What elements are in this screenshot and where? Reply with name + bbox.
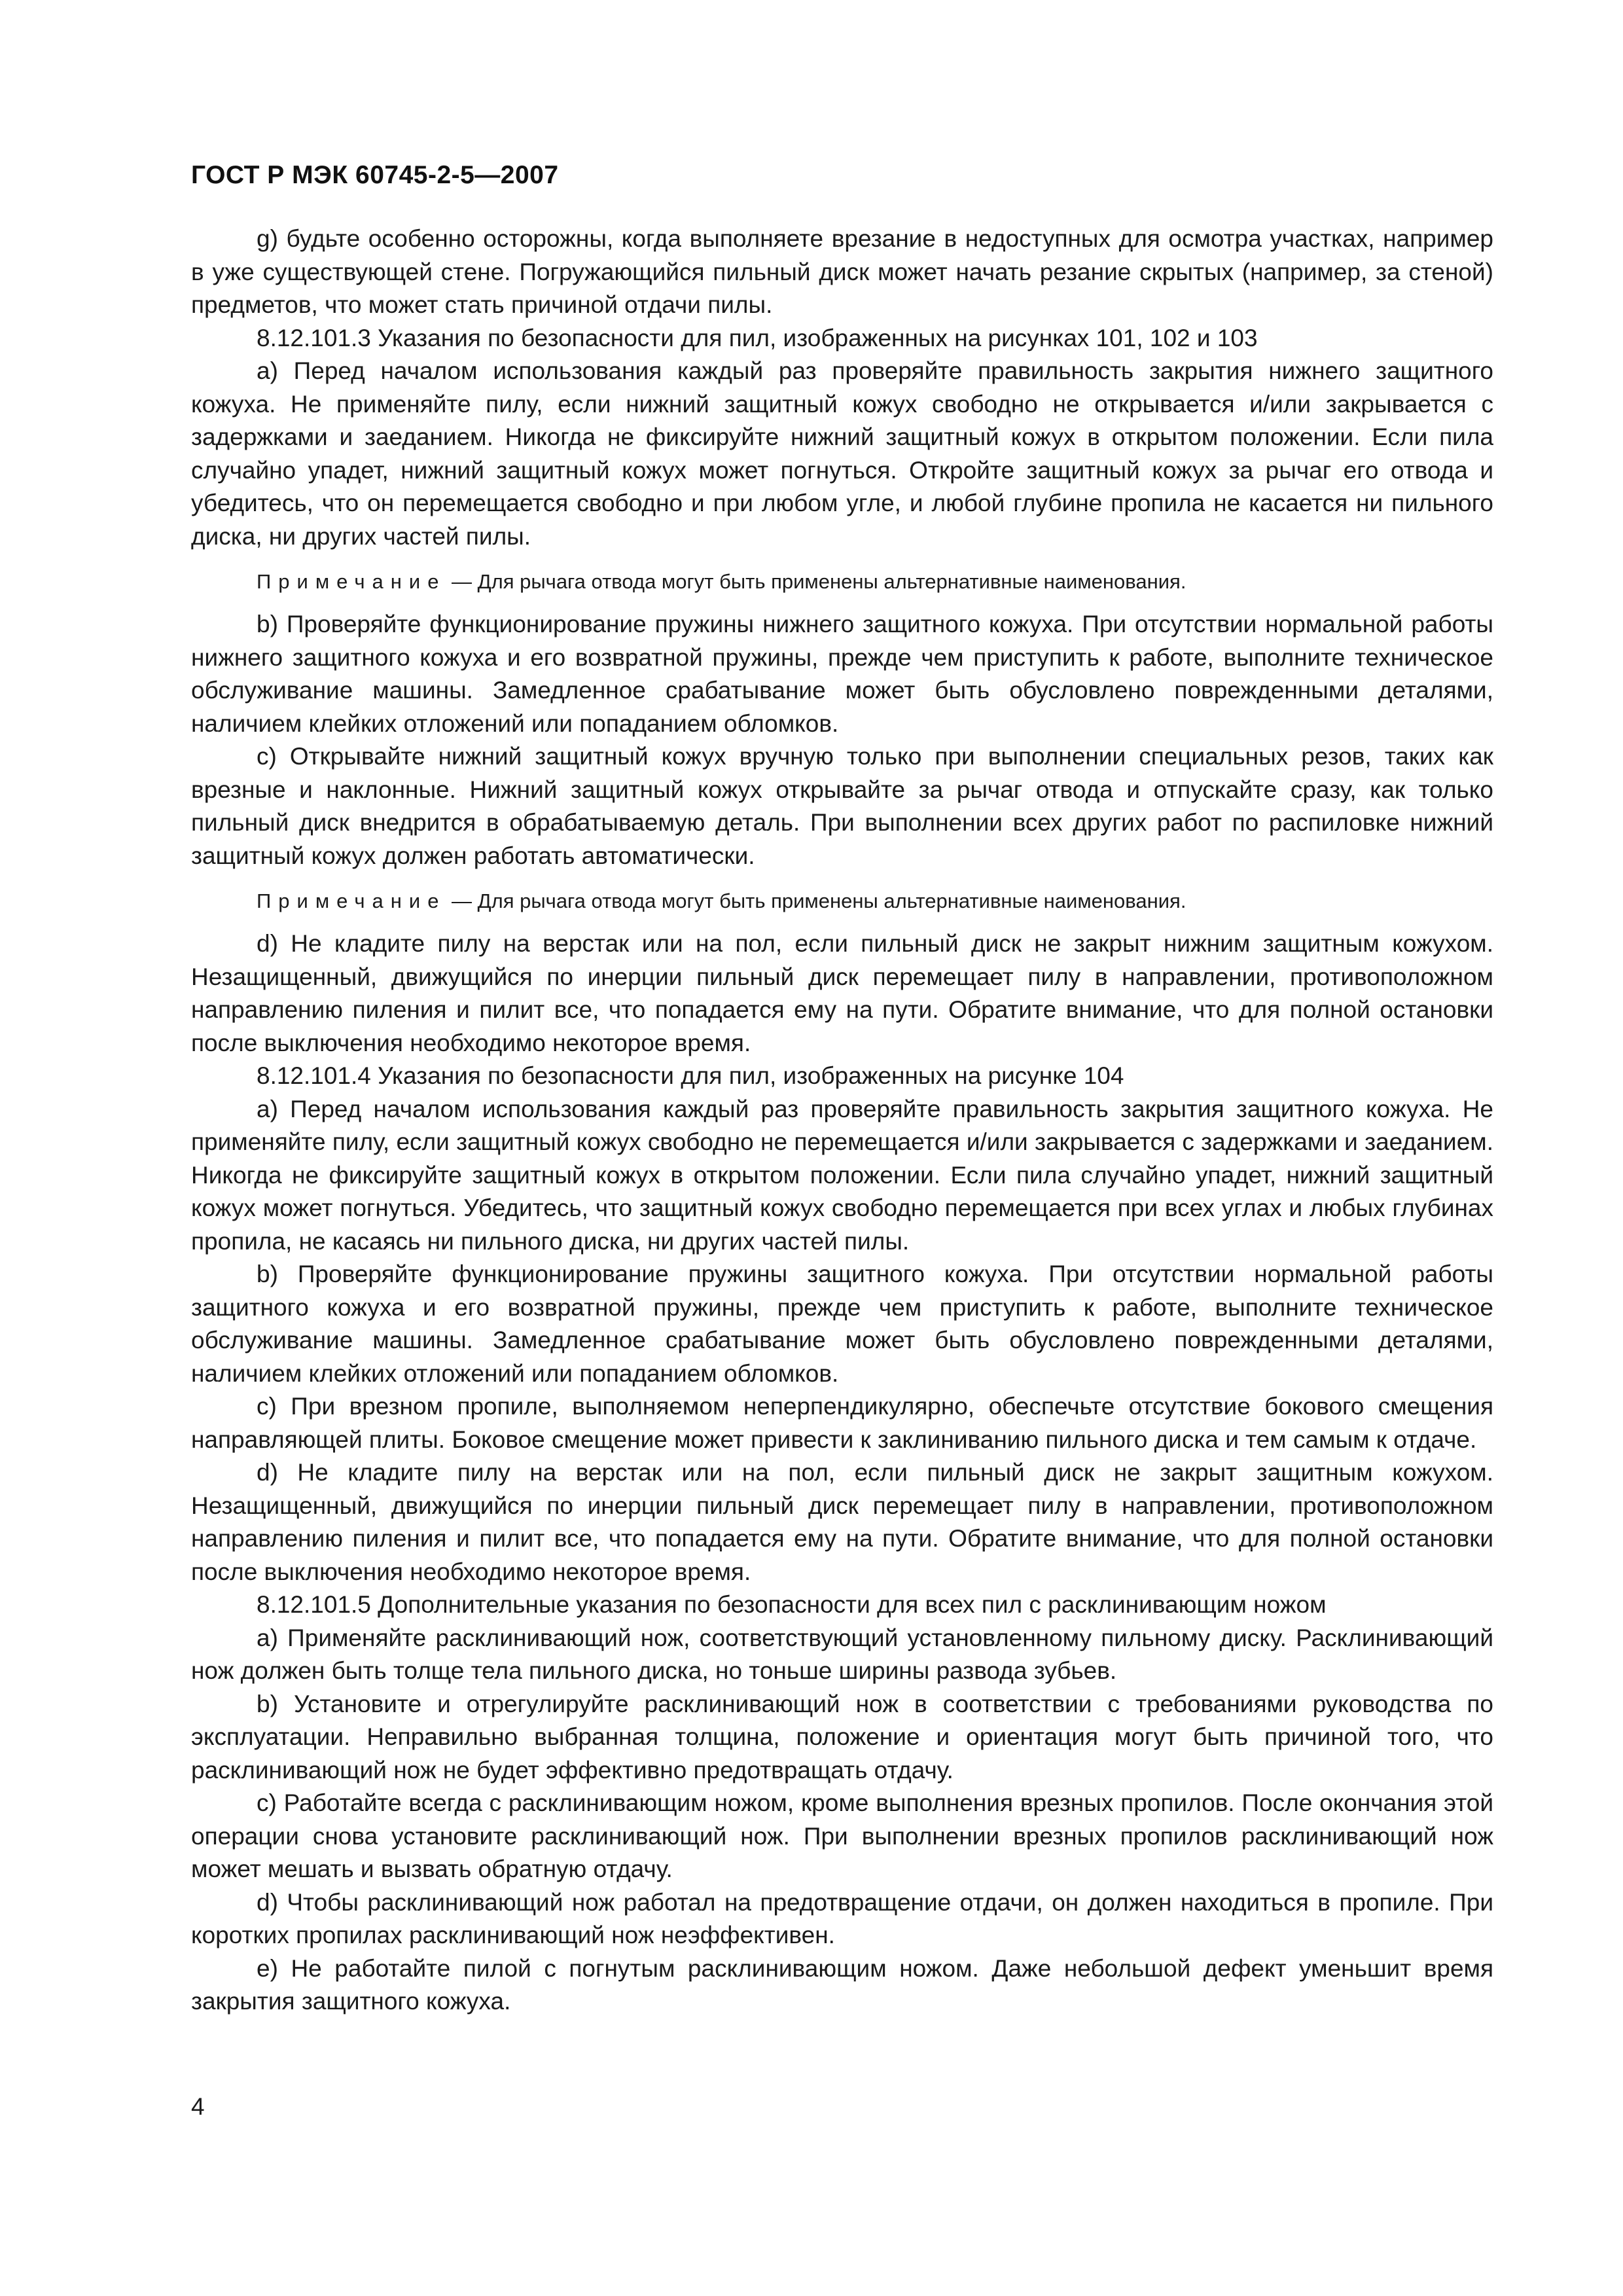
note-text: — Для рычага отвода могут быть применены альтернативные наименования. (446, 570, 1186, 593)
paragraph-g: g) будьте особенно осторожны, когда выполняете врезание в недоступных для осмотра участках, например в уже существующей стене. Погружающийся пильный диск может начать резание скрытых (например, за стеной) предметов, что может стать причиной отдачи пилы. (191, 225, 1493, 318)
paragraph-d: d) Не кладите пилу на верстак или на пол, если пильный диск не закрыт нижним защитным кожухом. Незащищенный, движущийся по инерции пильный диск перемещает пилу в направлении, противоположном направлению пиления и пилит все, что попадается ему на пути. Обратите внимание, что для полной остановки после выключения необходимо некоторое время. (191, 930, 1493, 1056)
note-label: Примечание (257, 889, 446, 912)
section-heading-8-12-101-4: 8.12.101.4 Указания по безопасности для пил, изображенных на рисунке 104 (257, 1062, 1124, 1089)
paragraph-d: d) Не кладите пилу на верстак или на пол, если пильный диск не закрыт защитным кожухом. Незащищенный, движущийся по инерции пильный диск перемещает пилу в направлении, противоположном направлению пиления и пилит все, что попадается ему на пути. Обратите внимание, что для полной остановки после выключения необходимо некоторое время. (191, 1459, 1493, 1585)
note (191, 887, 1493, 916)
paragraph-b: b) Проверяйте функционирование пружины нижнего защитного кожуха. При отсутствии нормальной работы нижнего защитного кожуха и его возвратной пружины, прежде чем приступить к работе, выполните техническое обслуживание машины. Замедленное срабатывание может быть обусловлено поврежденными деталями, наличием клейких отложений или попаданием обломков. (191, 611, 1493, 737)
paragraph-a: a) Применяйте расклинивающий нож, соответствующий установленному пильному диску. Расклинивающий нож должен быть толще тела пильного диска, но тоньше ширины развода зубьев. (191, 1624, 1493, 1684)
paragraph-b: b) Установите и отрегулируйте расклинивающий нож в соответствии с требованиями руководства по эксплуатации. Неправильно выбранная толщина, положение и ориентация могут быть причиной того, что расклинивающий нож не будет эффективно предотвращать отдачу. (191, 1690, 1493, 1784)
paragraph-b: b) Проверяйте функционирование пружины защитного кожуха. При отсутствии нормальной работы защитного кожуха и его возвратной пружины, прежде чем приступить к работе, выполните техническое обслуживание машины. Замедленное срабатывание может быть обусловлено поврежденными деталями, наличием клейких отложений или попаданием обломков. (191, 1261, 1493, 1387)
paragraph-e: e) Не работайте пилой с погнутым расклинивающим ножом. Даже небольшой дефект уменьшит время закрытия защитного кожуха. (191, 1954, 1493, 2015)
note (191, 567, 1493, 596)
section-heading-8-12-101-3: 8.12.101.3 Указания по безопасности для пил, изображенных на рисунках 101, 102 и 103 (257, 324, 1258, 351)
paragraph-c: c) Работайте всегда с расклинивающим ножом, кроме выполнения врезных пропилов. После окончания этой операции снова установите расклинивающий нож. При выполнении врезных пропилов расклинивающий нож может мешать и вызвать обратную отдачу. (191, 1789, 1493, 1882)
document-body (191, 223, 1493, 2018)
note-label: Примечание (257, 570, 446, 593)
page-number: 4 (191, 2093, 205, 2120)
paragraph-c: c) Открывайте нижний защитный кожух вручную только при выполнении специальных резов, таких как врезные и наклонные. Нижний защитный кожух открывайте за рычаг отвода и отпускайте сразу, как только пильный диск внедрится в обрабатываемую деталь. При выполнении всех других работ по распиловке нижний защитный кожух должен работать автоматически. (191, 743, 1493, 869)
document-header: ГОСТ Р МЭК 60745-2-5—2007 (191, 161, 559, 189)
paragraph-a: a) Перед началом использования каждый раз проверяйте правильность закрытия защитного кожуха. Не применяйте пилу, если защитный кожух свободно не перемещается и/или закрывается с задержками и заеданием. Никогда не фиксируйте защитный кожух в открытом положении. Если пила случайно упадет, нижний защитный кожух может погнуться. Убедитесь, что защитный кожух свободно перемещается при всех углах и любых глубинах пропила, не касаясь ни пильного диска, ни других частей пилы. (191, 1095, 1493, 1255)
paragraph-c: c) При врезном пропиле, выполняемом неперпендикулярно, обеспечьте отсутствие бокового смещения направляющей плиты. Боковое смещение может привести к заклиниванию пильного диска и тем самым к отдаче. (191, 1393, 1493, 1453)
section-heading-8-12-101-5: 8.12.101.5 Дополнительные указания по безопасности для всех пил с расклинивающим ножом (257, 1591, 1327, 1618)
note-text: — Для рычага отвода могут быть применены альтернативные наименования. (446, 889, 1186, 912)
paragraph-a: a) Перед началом использования каждый раз проверяйте правильность закрытия нижнего защитного кожуха. Не применяйте пилу, если нижний защитный кожух свободно не открывается и/или закрывается с задержками и заеданием. Никогда не фиксируйте нижний защитный кожух в открытом положении. Если пила случайно упадет, нижний защитный кожух может погнуться. Откройте защитный кожух за рычаг его отвода и убедитесь, что он перемещается свободно и при любом угле, и любой глубине пропила не касается ни пильного диска, ни других частей пилы. (191, 357, 1493, 550)
paragraph-d: d) Чтобы расклинивающий нож работал на предотвращение отдачи, он должен находиться в пропиле. При коротких пропилах расклинивающий нож неэффективен. (191, 1888, 1493, 1948)
